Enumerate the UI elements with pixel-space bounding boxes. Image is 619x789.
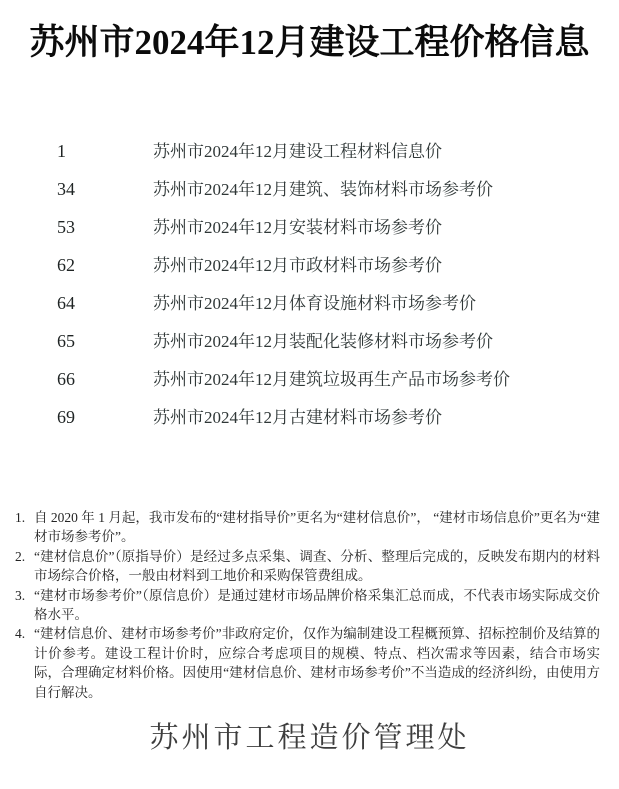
footnote-number: 3. xyxy=(15,587,26,603)
footnote-item xyxy=(15,586,600,625)
toc-page-number: 1 xyxy=(57,141,66,161)
toc-row xyxy=(57,293,510,313)
toc-row xyxy=(57,407,510,427)
table-of-contents xyxy=(57,141,510,445)
toc-row xyxy=(57,141,510,161)
toc-row xyxy=(57,255,510,275)
footnote-item xyxy=(15,508,600,547)
toc-entry-label: 苏州市2024年12月建设工程材料信息价 xyxy=(153,142,442,161)
page-title: 苏州市2024年12月建设工程价格信息 xyxy=(29,23,590,62)
toc-page-number: 66 xyxy=(57,369,75,389)
toc-entry-label: 苏州市2024年12月古建材料市场参考价 xyxy=(153,408,442,427)
toc-page-number: 53 xyxy=(57,217,75,237)
toc-entry-label: 苏州市2024年12月市政材料市场参考价 xyxy=(153,256,442,275)
footnote-item xyxy=(15,624,600,702)
toc-entry-label: 苏州市2024年12月体育设施材料市场参考价 xyxy=(153,294,476,313)
toc-row xyxy=(57,217,510,237)
footnote-item xyxy=(15,547,600,586)
toc-page-number: 62 xyxy=(57,255,75,275)
footnote-number: 1. xyxy=(15,510,26,525)
footnote-number: 2. xyxy=(15,548,26,564)
toc-row xyxy=(57,179,510,199)
toc-page-number: 69 xyxy=(57,407,75,427)
toc-page-number: 65 xyxy=(57,331,75,351)
footnotes-section xyxy=(15,508,600,702)
toc-entry-label: 苏州市2024年12月装配化装修材料市场参考价 xyxy=(153,332,493,351)
footnote-number: 4. xyxy=(15,626,26,642)
publisher-signature: 苏州市工程造价管理处 xyxy=(149,722,470,754)
toc-entry-label: 苏州市2024年12月安装材料市场参考价 xyxy=(153,218,442,237)
footnote-text: “建材市场参考价”（原信息价）是通过建材市场品牌价格采集汇总而成，不代表市场实际成交价格水平。 xyxy=(34,587,600,623)
toc-row xyxy=(57,331,510,351)
toc-page-number: 34 xyxy=(57,179,75,199)
footnote-text: 自 2020 年 1 月起，我市发布的“建材指导价”更名为“建材信息价”， “建材市场信息价”更名为“建材市场参考价”。 xyxy=(34,510,600,545)
footnote-text: “建材信息价、建材市场参考价”非政府定价，仅作为编制建设工程概预算、招标控制价及结算的计价参考。建设工程计价时，应综合考虑项目的规模、特点、档次需求等因素，结合市场实际，合理确定材料价格。因使用“建材信息价、建材市场参考价”不当造成的经济纠纷，由使用方自行解决。 xyxy=(34,626,600,700)
toc-entry-label: 苏州市2024年12月建筑、装饰材料市场参考价 xyxy=(153,180,493,199)
toc-entry-label: 苏州市2024年12月建筑垃圾再生产品市场参考价 xyxy=(153,370,510,389)
toc-page-number: 64 xyxy=(57,293,75,313)
toc-row xyxy=(57,369,510,389)
footnote-text: “建材信息价”（原指导价）是经过多点采集、调查、分析、整理后完成的，反映发布期内的材料市场综合价格，一般由材料到工地价和采购保管费组成。 xyxy=(34,548,600,584)
